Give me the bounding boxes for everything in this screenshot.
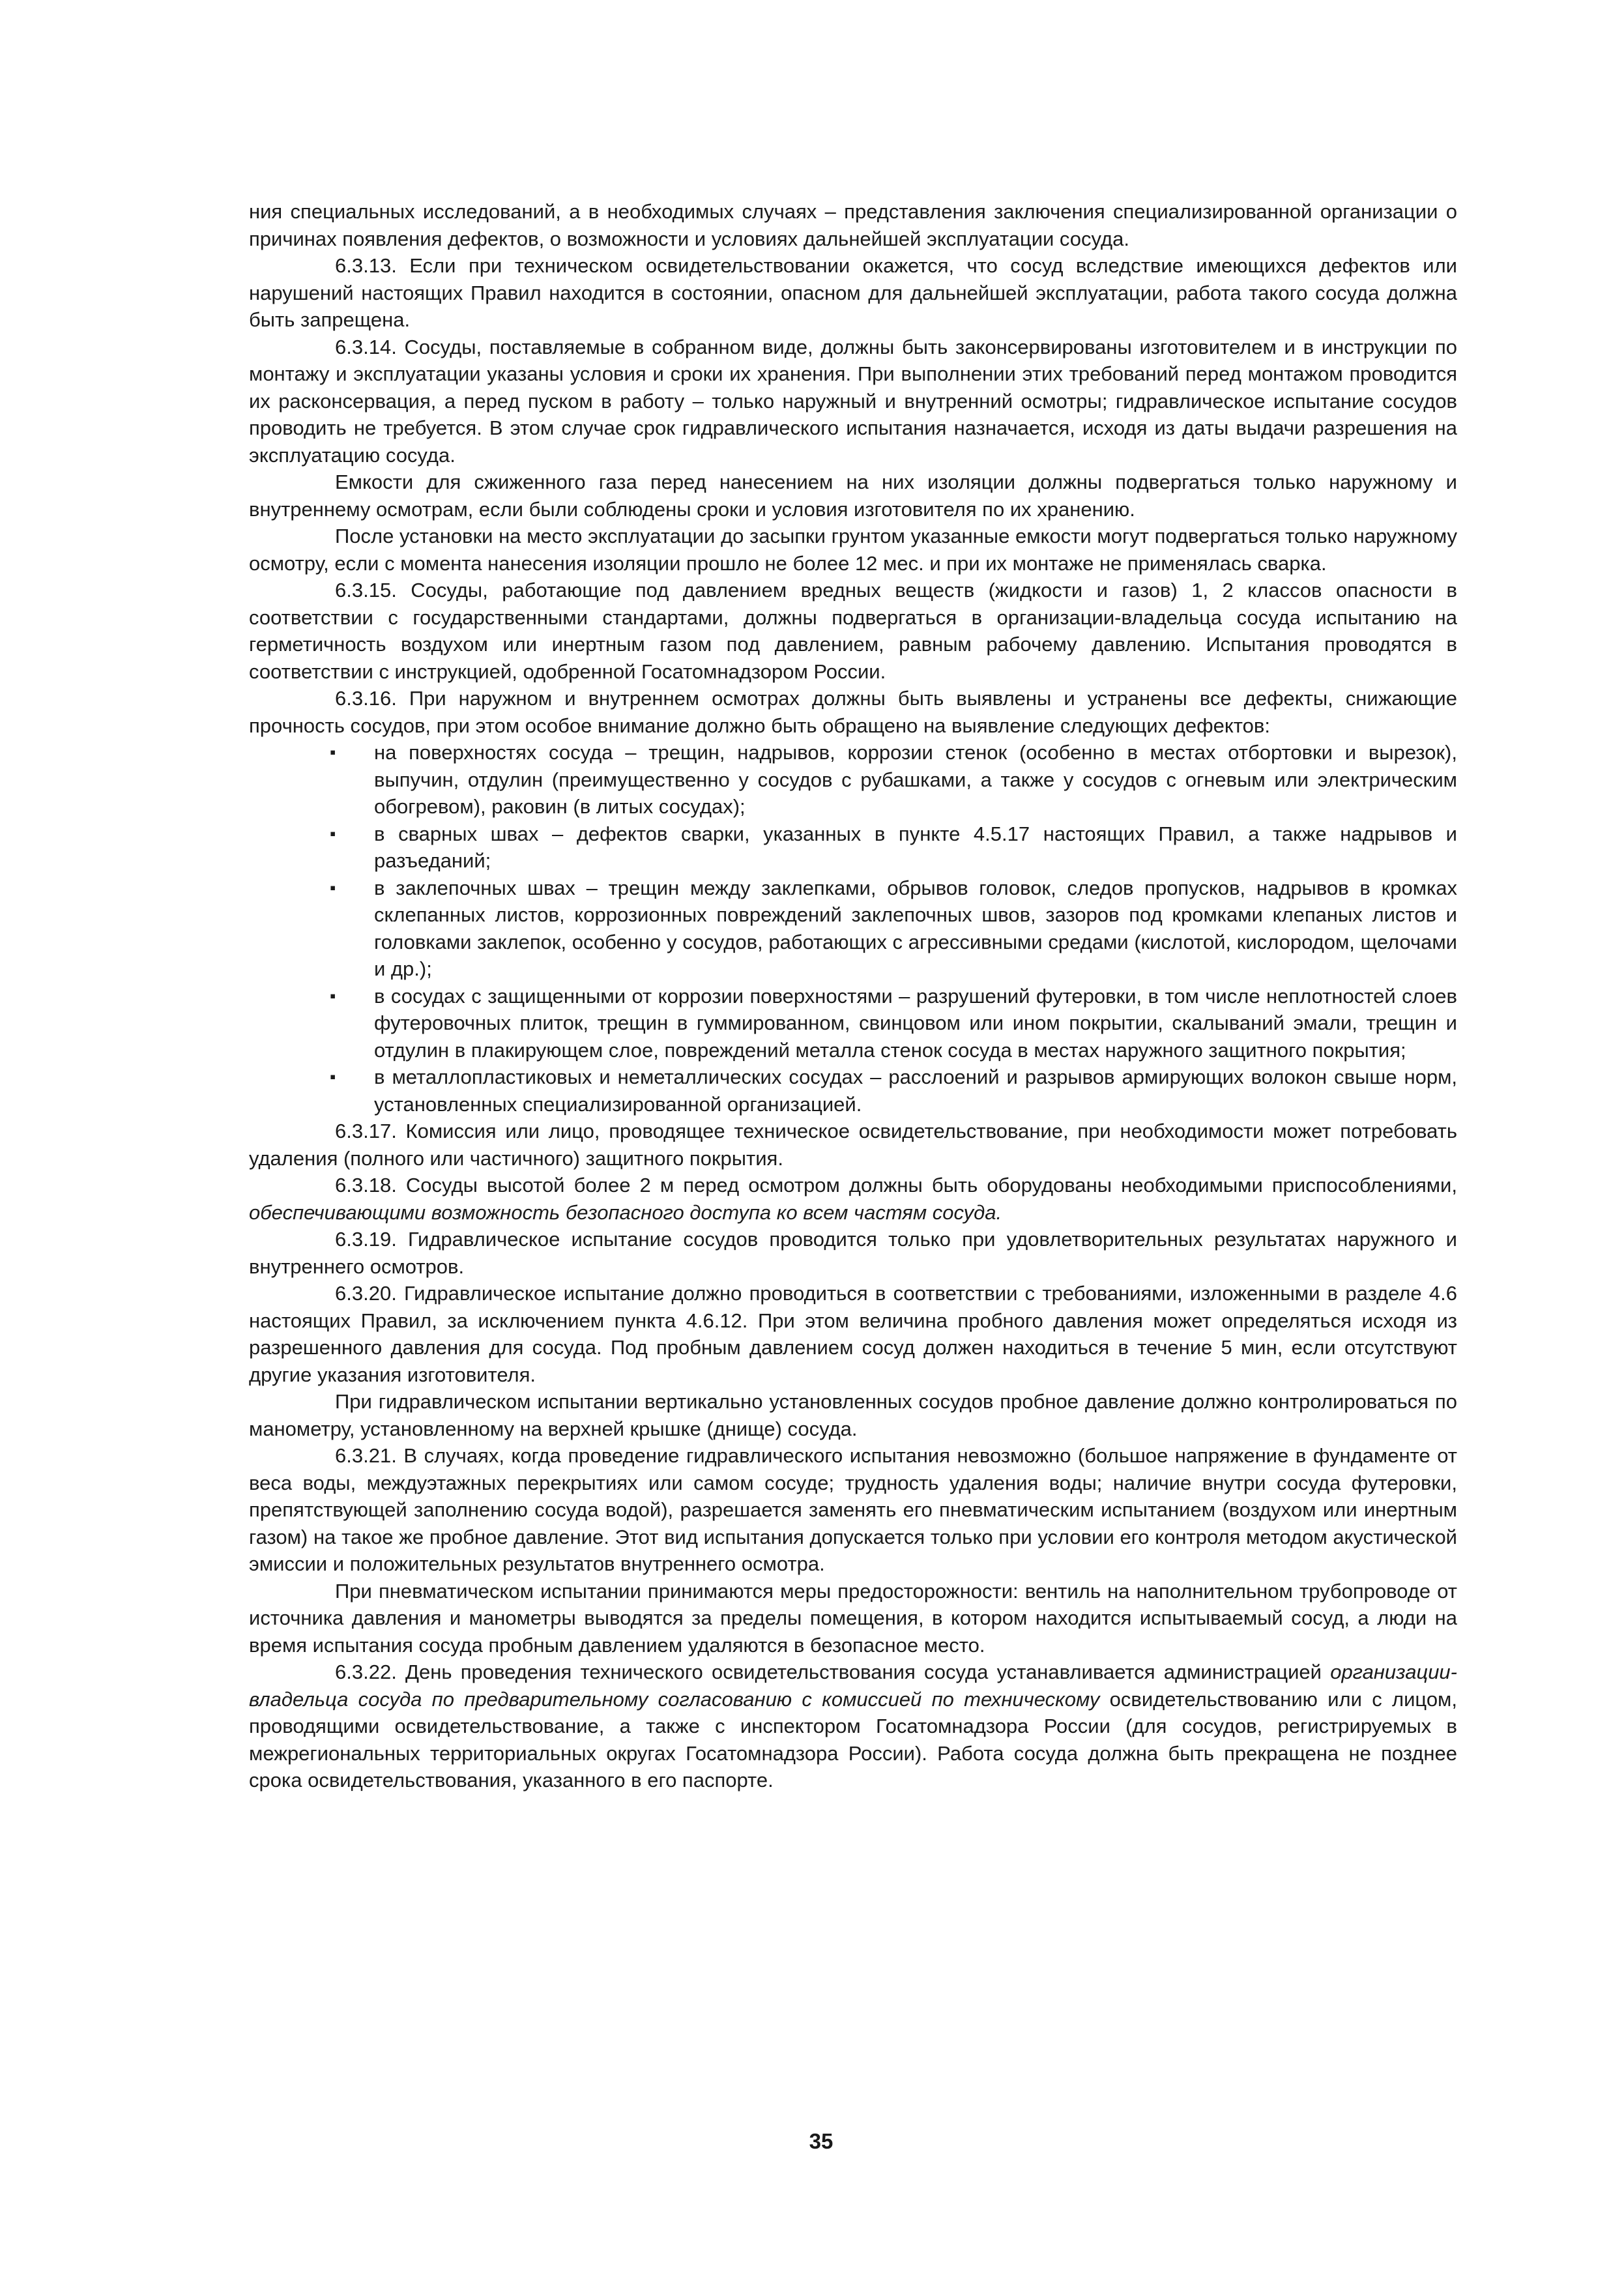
paragraph-6-3-15: 6.3.15. Сосуды, работающие под давлением вредных веществ (жидкости и газов) 1, 2 классов опасности в соответствии с государственными стандартами, должны подвергаться в организации-владельца сосуда испытанию на герметичность воздухом или инертным газом под давлением, равным рабочему давлению. Испытания проводятся в соответствии с инструкцией, одобренной Госатомнадзором России. xyxy=(249,579,1457,683)
list-item-text: в заклепочных швах – трещин между заклепками, обрывов головок, следов пропусков, надрывов в кромках склепанных листов, коррозионных повреждений заклепочных швов, зазоров под кромками клепаных листов и головками заклепок, особенно у сосудов, работающих с агрессивными средами (кислотой, кислородом, щелочами и др.); xyxy=(374,876,1457,980)
paragraph-6-3-22-italic-text: организации-владельца сосуда по предварительному согласованию с комиссией по техническому xyxy=(249,1661,1457,1711)
paragraph-6-3-13: 6.3.13. Если при техническом освидетельствовании окажется, что сосуд вследствие имеющихся дефектов или нарушений настоящих Правил находится в состоянии, опасном для дальнейшей эксплуатации, работа такого сосуда должна быть запрещена. xyxy=(249,254,1457,331)
list-item xyxy=(330,875,1457,983)
defects-list xyxy=(249,739,1457,1118)
paragraph-6-3-16: 6.3.16. При наружном и внутреннем осмотрах должны быть выявлены и устранены все дефекты, снижающие прочность сосудов, при этом особое внимание должно быть обращено на выявление следующих дефектов: xyxy=(249,687,1457,737)
bullet-icon: ▪ xyxy=(330,877,336,897)
list-item xyxy=(330,983,1457,1064)
paragraph-6-3-21: 6.3.21. В случаях, когда проведение гидравлического испытания невозможно (большое напряжение в фундаменте от веса воды, междуэтажных перекрытиях или самом сосуде; трудность удаления воды; наличие внутри сосуда футеровки, препятствующей заполнению сосуда водой), разрешается заменять его пневматическим испытанием (воздухом или инертным газом) на такое же пробное давление. Этот вид испытания допускается только при условии его контроля методом акустической эмиссии и положительных результатов внутреннего осмотра. xyxy=(249,1444,1457,1575)
list-item xyxy=(330,739,1457,820)
paragraph-vertical-vessels: При гидравлическом испытании вертикально установленных сосудов пробное давление должно контролироваться по манометру, установленному на верхней крышке (днище) сосуда. xyxy=(249,1390,1457,1440)
paragraph-6-3-22 xyxy=(249,1659,1457,1794)
bullet-icon: ▪ xyxy=(330,742,336,762)
bullet-icon: ▪ xyxy=(330,1067,336,1086)
paragraph-6-3-22-text-start: 6.3.22. День проведения технического освидетельствования сосуда устанавливается администрацией xyxy=(335,1661,1331,1683)
list-item xyxy=(330,820,1457,875)
paragraph-6-3-17: 6.3.17. Комиссия или лицо, проводящее техническое освидетельствование, при необходимости может потребовать удаления (полного или частичного) защитного покрытия. xyxy=(249,1120,1457,1170)
list-item-text: на поверхностях сосуда – трещин, надрывов, коррозии стенок (особенно в местах отбортовки и вырезок), выпучин, отдулин (преимущественно у сосудов с рубашками, а также у сосудов с огневым или электрическим обогревом), раковин (в литых сосудах); xyxy=(374,741,1457,818)
paragraph-6-3-22-text-end: освидетельствованию или с лицом, проводящими освидетельствование, а также с инспектором Госатомнадзора России (для сосудов, регистрируемых в межрегиональных территориальных округах Госатомнадзора России). Работа сосуда должна быть прекращена не позднее срока освидетельствования, указанного в его паспорте. xyxy=(249,1687,1457,1792)
paragraph-liquefied-gas-tanks: Емкости для сжиженного газа перед нанесением на них изоляции должны подвергаться только наружному и внутреннему осмотрам, если были соблюдены сроки и условия изготовителя по их хранению. xyxy=(249,471,1457,521)
bullet-icon: ▪ xyxy=(330,985,336,1006)
list-item-text: в сварных швах – дефектов сварки, указанных в пункте 4.5.17 настоящих Правил, а также надрывов и разъеданий; xyxy=(374,822,1457,872)
paragraph-6-3-18 xyxy=(249,1172,1457,1226)
list-item-text: в сосудах с защищенными от коррозии поверхностями – разрушений футеровки, в том числе неплотностей слоев футеровочных плиток, трещин в гуммированном, свинцовом или ином покрытии, скалываний эмали, трещин и отдулин в плакирующем слое, повреждений металла стенок сосуда в местах наружного защитного покрытия; xyxy=(374,984,1457,1062)
paragraph-after-installation: После установки на место эксплуатации до засыпки грунтом указанные емкости могут подвергаться только наружному осмотру, если с момента нанесения изоляции прошло не более 12 мес. и при их монтаже не применялась сварка. xyxy=(249,525,1457,575)
paragraph-6-3-14: 6.3.14. Сосуды, поставляемые в собранном виде, должны быть законсервированы изготовителем и в инструкции по монтажу и эксплуатации указаны условия и сроки их хранения. При выполнении этих требований перед монтажом проводится их расконсервация, а перед пуском в работу – только наружный и внутренний осмотры; гидравлическое испытание сосудов проводить не требуется. В этом случае срок гидравлического испытания назначается, исходя из даты выдачи разрешения на эксплуатацию сосуда. xyxy=(249,335,1457,467)
list-item xyxy=(330,1064,1457,1118)
paragraph-6-3-19: 6.3.19. Гидравлическое испытание сосудов проводится только при удовлетворительных результатах наружного и внутреннего осмотров. xyxy=(249,1228,1457,1278)
paragraph-6-3-18-text: 6.3.18. Сосуды высотой более 2 м перед осмотром должны быть оборудованы необходимыми приспособлениями, xyxy=(335,1174,1457,1197)
paragraph-pneumatic-test: При пневматическом испытании принимаются меры предосторожности: вентиль на наполнительном трубопроводе от источника давления и манометры выводятся за пределы помещения, в котором находится испытываемый сосуд, а люди на время испытания сосуда пробным давлением удаляются в безопасное место. xyxy=(249,1579,1457,1657)
list-item-text: в металлопластиковых и неметаллических сосудах – расслоений и разрывов армирующих волокон свыше норм, установленных специализированной организацией. xyxy=(374,1066,1457,1116)
paragraph-6-3-18-italic-text: обеспечивающими возможность безопасного доступа ко всем частям сосуда. xyxy=(249,1200,1002,1224)
page-number: 35 xyxy=(809,2129,834,2153)
paragraph-6-3-20: 6.3.20. Гидравлическое испытание должно проводиться в соответствии с требованиями, изложенными в разделе 4.6 настоящих Правил, за исключением пункта 4.6.12. При этом величина пробного давления может определяться исходя из разрешенного давления для сосуда. Под пробным давлением сосуд должен находиться в течение 5 мин, если отсутствуют другие указания изготовителя. xyxy=(249,1282,1457,1386)
paragraph-continuation: ния специальных исследований, а в необходимых случаях – представления заключения специализированной организации о причинах появления дефектов, о возможности и условиях дальнейшей эксплуатации сосуда. xyxy=(249,200,1457,250)
bullet-icon: ▪ xyxy=(330,823,336,843)
body-text xyxy=(249,198,1457,1794)
